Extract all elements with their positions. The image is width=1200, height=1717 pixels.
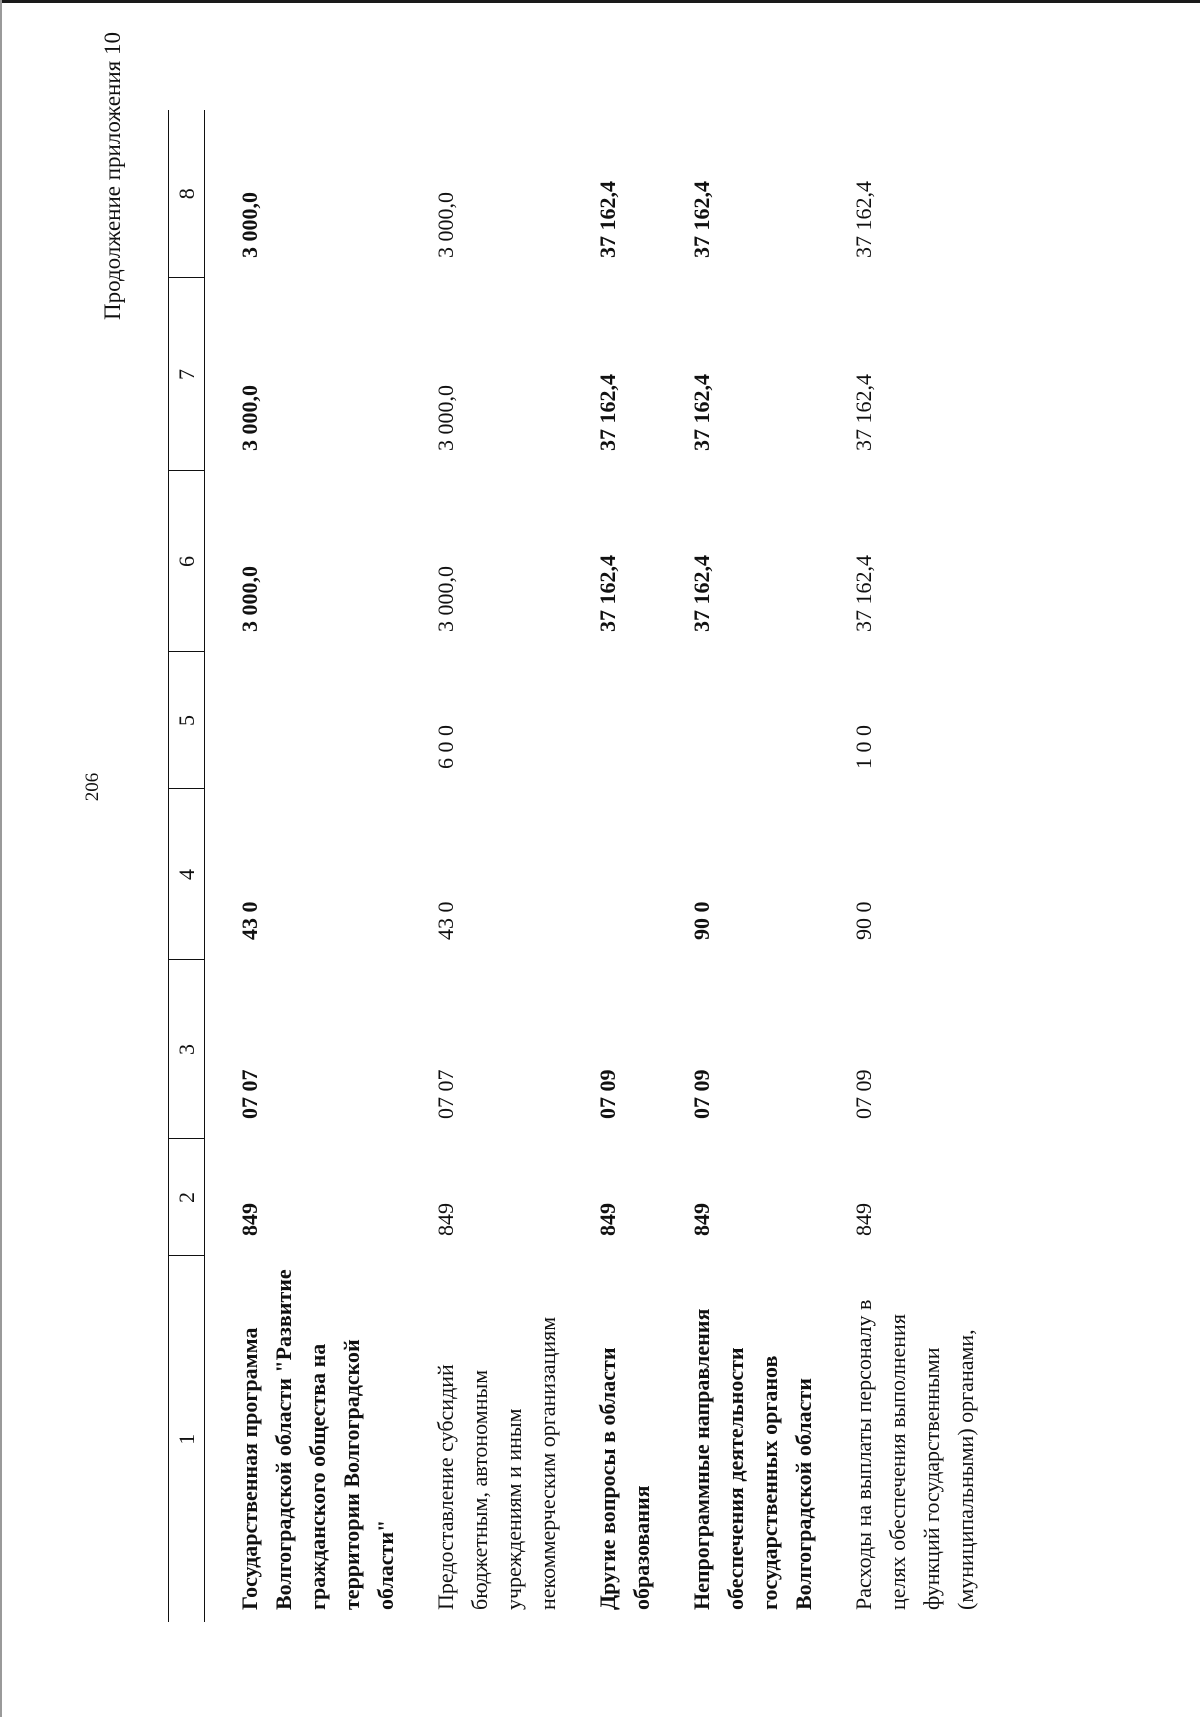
target-code-cell: 43 0 [237, 901, 262, 940]
column-header: 1 [173, 1433, 199, 1445]
ved-code-cell: 849 [595, 1203, 620, 1236]
amount-cell: 37 162,4 [851, 181, 876, 258]
column-header: 6 [169, 471, 205, 652]
continuation-note: Продолжение приложения 10 [100, 32, 125, 320]
amount-cell: 3 000,0 [237, 192, 262, 258]
amount-cell: 37 162,4 [595, 555, 620, 632]
section-code-cell: 07 09 [851, 1069, 876, 1119]
expense-type-cell [591, 652, 685, 789]
amount-cell: 37 162,4 [689, 181, 714, 258]
column-header: 8 [169, 110, 205, 278]
row-name-cell: Другие вопросы в области образования [595, 1347, 654, 1610]
target-code-cell: 43 0 [433, 901, 458, 940]
amount-cell: 37 162,4 [851, 374, 876, 451]
column-header: 7 [169, 278, 205, 471]
ved-code-cell: 849 [237, 1203, 262, 1236]
column-header: 2 [169, 1139, 205, 1256]
page-number: 206 [82, 772, 103, 802]
column-header: 4 [169, 789, 205, 960]
ved-code-cell: 849 [851, 1203, 876, 1236]
column-header: 3 [169, 960, 205, 1139]
amount-cell: 37 162,4 [595, 181, 620, 258]
table-row [847, 110, 1009, 1622]
expense-type-cell: 1 0 0 [851, 725, 876, 769]
amount-cell: 3 000,0 [433, 566, 458, 632]
section-code-cell: 07 07 [433, 1069, 458, 1119]
expense-type-cell: 6 0 0 [433, 725, 458, 769]
table-row [429, 110, 591, 1622]
budget-table [168, 110, 1009, 1622]
row-name-cell: Расходы на выплаты персоналу в целях обеспечения выполнения функций государственными (муниципальными) органами, [851, 1299, 978, 1610]
column-header: 5 [169, 652, 205, 789]
section-code-cell: 07 07 [237, 1069, 262, 1119]
expense-type-cell [685, 652, 847, 789]
table-row [205, 110, 430, 1622]
target-code-cell: 90 0 [689, 901, 714, 940]
section-code-cell: 07 09 [689, 1069, 714, 1119]
row-name-cell: Предоставление субсидий бюджетным, автономным учреждениям и иным некоммерческим организациям [433, 1316, 560, 1610]
row-name-cell: Государственная программа Волгоградской области "Развитие гражданского общества на территории Волгоградской области" [237, 1269, 398, 1610]
table-row [591, 110, 685, 1622]
amount-cell: 37 162,4 [851, 555, 876, 632]
column-number-row [169, 110, 205, 1622]
amount-cell: 3 000,0 [433, 192, 458, 258]
amount-cell: 3 000,0 [237, 566, 262, 632]
amount-cell: 37 162,4 [689, 374, 714, 451]
amount-cell: 3 000,0 [237, 385, 262, 451]
table-body [205, 110, 1010, 1622]
target-code-cell: 90 0 [851, 901, 876, 940]
row-name-cell: Непрограммные направления обеспечения деятельности государственных органов Волгоградской области [689, 1308, 816, 1610]
amount-cell: 3 000,0 [433, 385, 458, 451]
target-code-cell [591, 789, 685, 960]
table-row [685, 110, 847, 1622]
amount-cell: 37 162,4 [595, 374, 620, 451]
section-code-cell: 07 09 [595, 1069, 620, 1119]
ved-code-cell: 849 [433, 1203, 458, 1236]
ved-code-cell: 849 [689, 1203, 714, 1236]
expense-type-cell [205, 652, 430, 789]
amount-cell: 37 162,4 [689, 555, 714, 632]
